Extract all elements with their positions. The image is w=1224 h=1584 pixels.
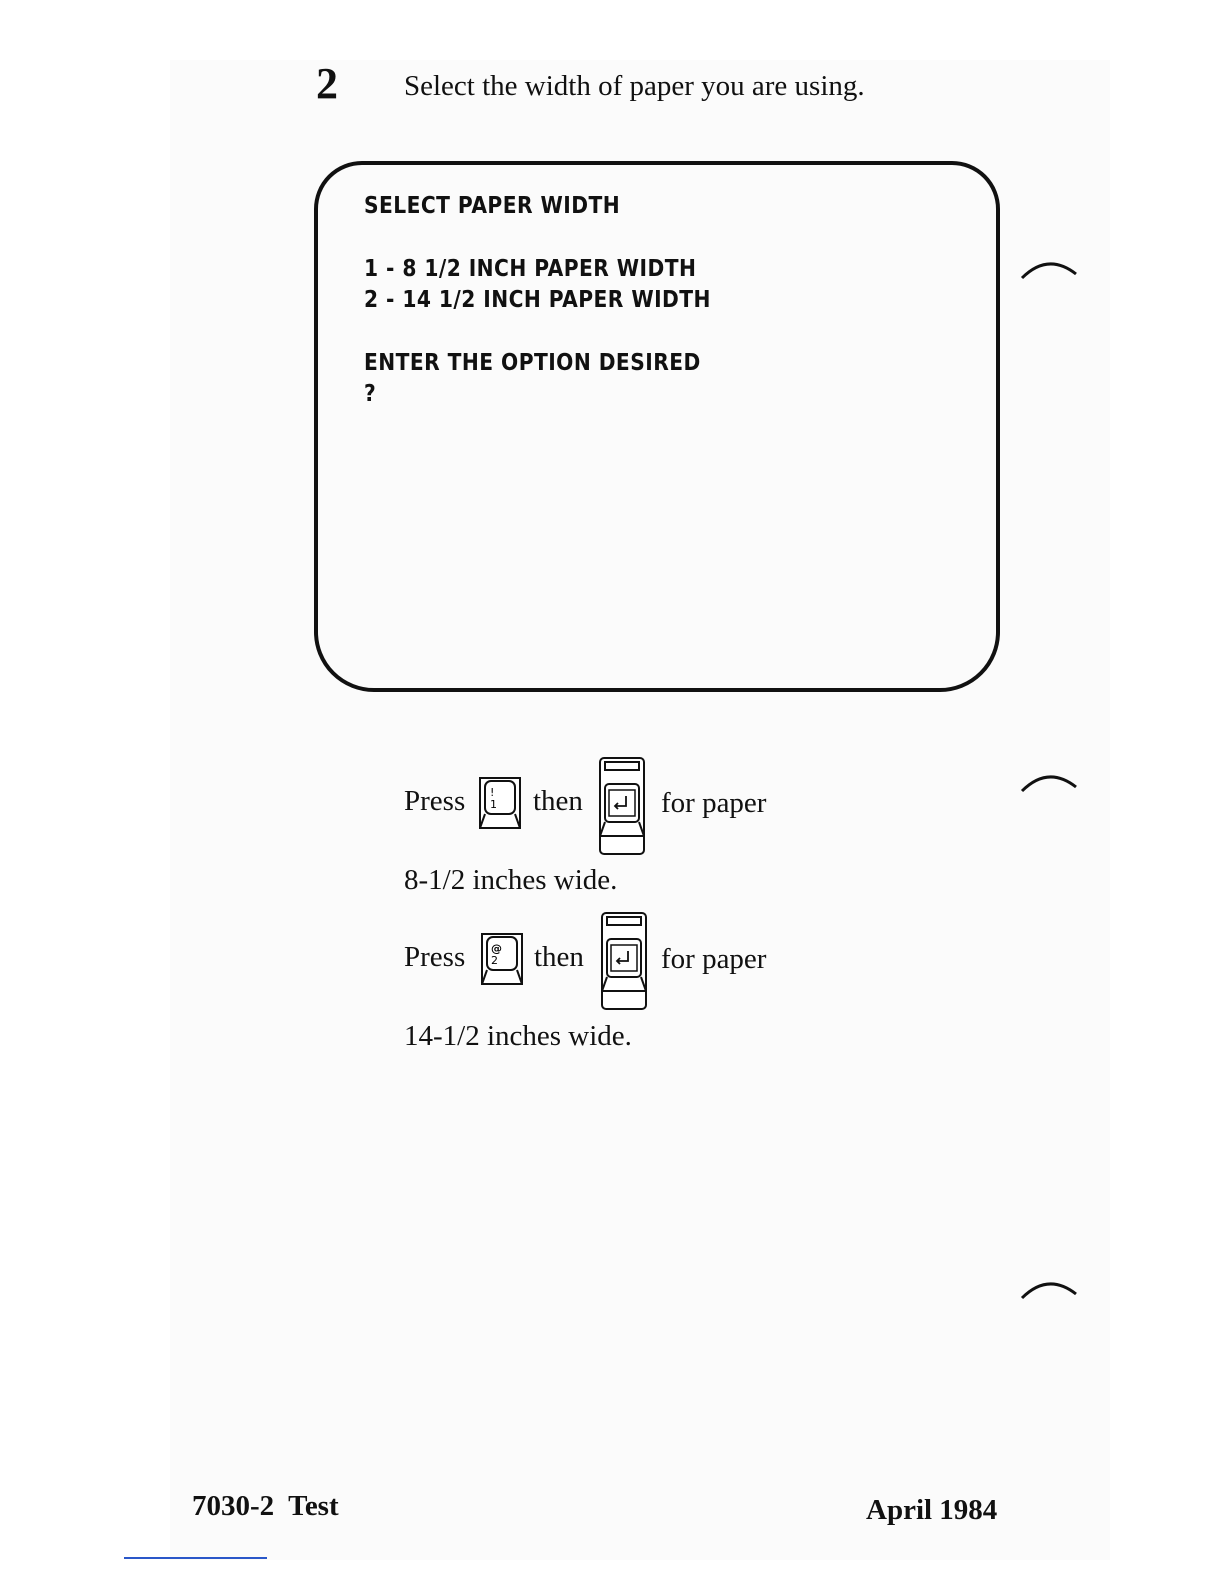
screen-display — [314, 161, 1000, 692]
step-number: 2 — [316, 59, 338, 108]
svg-text:2: 2 — [491, 954, 498, 967]
then-label-1: then — [533, 785, 583, 817]
screen-title: SELECT PAPER WIDTH — [364, 193, 621, 219]
enter-key-icon — [600, 911, 648, 1011]
screen-prompt: ENTER THE OPTION DESIRED — [364, 350, 701, 376]
width-text-1: 8-1/2 inches wide. — [404, 864, 618, 896]
width-text-2: 14-1/2 inches wide. — [404, 1020, 632, 1052]
key-1-icon — [478, 776, 522, 830]
footer-document-id: 7030-2 Test — [192, 1490, 339, 1522]
footer-date: April 1984 — [866, 1494, 998, 1526]
svg-text:@: @ — [491, 942, 502, 955]
screen-cursor: ? — [364, 381, 377, 407]
press-label-1: Press — [404, 785, 466, 817]
svg-text:!: ! — [490, 786, 495, 799]
bottom-rule — [124, 1557, 267, 1559]
enter-key-icon — [598, 756, 646, 856]
screen-option-1: 1 - 8 1/2 INCH PAPER WIDTH — [364, 256, 697, 282]
for-paper-label-2: for paper — [661, 943, 767, 975]
binder-tab-mark — [1020, 252, 1080, 282]
press-label-2: Press — [404, 941, 466, 973]
screen-option-2: 2 - 14 1/2 INCH PAPER WIDTH — [364, 287, 711, 313]
key-2-icon — [480, 932, 524, 986]
binder-tab-mark — [1020, 765, 1080, 795]
then-label-2: then — [534, 941, 584, 973]
svg-text:1: 1 — [490, 798, 497, 811]
step-instruction: Select the width of paper you are using. — [404, 70, 865, 102]
binder-tab-mark — [1020, 1272, 1080, 1302]
for-paper-label-1: for paper — [661, 787, 767, 819]
